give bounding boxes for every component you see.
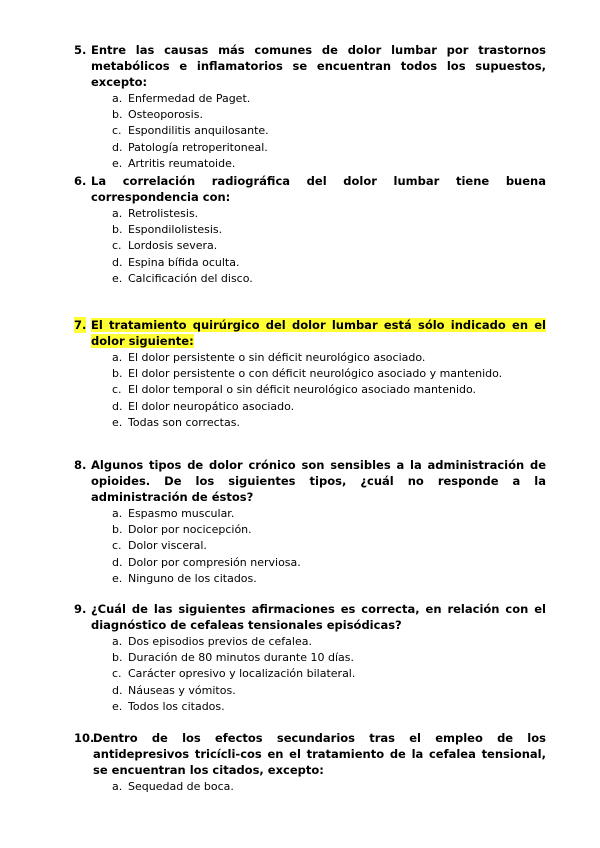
question-stem [74,317,546,349]
option-letter: b. [112,108,123,122]
option-d [112,399,546,415]
option-text: Espina bífida oculta. [128,255,240,269]
option-letter: b. [112,223,123,237]
option-letter: a. [112,351,123,364]
option-text: Dos episodios previos de cefalea. [128,635,312,648]
option-e [112,699,546,715]
option-a [112,634,546,650]
option-b [112,107,546,123]
option-text: Retrolistesis. [128,207,199,220]
question-stem [74,457,546,505]
answer-options [74,206,546,287]
option-letter: e. [112,156,123,170]
option-c [112,238,546,254]
question-text: Entre las causas más comunes de dolor lumbar por trastornos metabólicos e inflamatorios se encuentran todos los supuestos, excepto: [91,43,546,89]
option-a [112,206,546,222]
option-b [112,650,546,666]
option-letter: a. [112,780,123,793]
question-5 [74,42,546,172]
option-c [112,123,546,139]
option-e [112,271,546,287]
option-letter: a. [112,92,123,105]
option-a [112,779,546,795]
question-text: La correlación radiográfica del dolor lumbar tiene buena correspondencia con: [91,174,546,204]
option-c [112,382,546,398]
option-text: Osteoporosis. [128,108,203,122]
option-letter: a. [112,207,123,220]
option-d [112,140,546,156]
option-letter: e. [112,699,123,713]
option-letter: b. [112,523,123,537]
question-stem [74,730,546,778]
question-stem [74,601,546,633]
question-text: Algunos tipos de dolor crónico son sensibles a la administración de opioides. De los siguientes tipos, ¿cuál no responde a la administración de éstos? [91,458,546,504]
option-a [112,91,546,107]
option-letter: e. [112,271,123,285]
option-letter: a. [112,635,123,648]
option-text: Espasmo muscular. [128,507,235,520]
option-text: Espondilitis anquilosante. [128,124,269,138]
option-b [112,366,546,382]
option-letter: e. [112,415,123,429]
option-text: Dolor por nocicepción. [128,523,252,537]
question-number: 8. [74,458,87,472]
option-letter: c. [112,539,122,553]
answer-options [74,91,546,172]
question-number: 6. [74,174,87,188]
question-number: 5. [74,43,87,57]
option-e [112,571,546,587]
option-letter: d. [112,555,123,569]
option-e [112,415,546,431]
option-d [112,555,546,571]
option-a [112,350,546,366]
option-letter: c. [112,239,122,253]
option-text: Lordosis severa. [128,239,218,253]
option-c [112,538,546,554]
option-text: Espondilolistesis. [128,223,223,237]
option-text: Todos los citados. [128,699,225,713]
option-text: El dolor persistente o con déficit neurológico asociado y mantenido. [128,367,503,381]
question-10 [74,730,546,795]
option-letter: d. [112,399,123,413]
question-stem [74,42,546,90]
option-a [112,506,546,522]
option-text: Todas son correctas. [128,415,240,429]
option-text: El dolor neuropático asociado. [128,399,295,413]
option-text: El dolor temporal o sin déficit neurológico asociado mantenido. [128,383,477,397]
option-b [112,222,546,238]
option-text: Carácter opresivo y localización bilateral. [128,667,356,681]
option-text: Ninguno de los citados. [128,571,257,585]
question-number: 10. [74,731,95,745]
option-letter: c. [112,667,122,681]
option-letter: d. [112,140,123,154]
answer-options [74,350,546,431]
option-letter: b. [112,367,123,381]
option-letter: b. [112,651,123,665]
question-stem [74,173,546,205]
option-text: El dolor persistente o sin déficit neurológico asociado. [128,351,426,364]
question-number: 7. [74,318,87,332]
option-text: Dolor visceral. [128,539,207,553]
question-text: ¿Cuál de las siguientes afirmaciones es correcta, en relación con el diagnóstico de cefaleas tensionales episódicas? [91,602,546,632]
option-letter: d. [112,255,123,269]
answer-options [74,779,546,795]
question-9 [74,601,546,715]
option-text: Dolor por compresión nerviosa. [128,555,301,569]
answer-options [74,506,546,587]
option-c [112,666,546,682]
option-d [112,255,546,271]
option-e [112,156,546,172]
option-letter: e. [112,571,123,585]
question-text: Dentro de los efectos secundarios tras el empleo de los antidepresivos tricícli-cos en el tratamiento de la cefalea tensional, se encuentran los citados, excepto: [93,731,546,777]
option-text: Enfermedad de Paget. [128,92,251,105]
question-7 [74,317,546,431]
question-8 [74,457,546,587]
option-letter: c. [112,383,122,397]
option-text: Duración de 80 minutos durante 10 días. [128,651,354,665]
option-b [112,522,546,538]
option-letter: c. [112,124,122,138]
option-d [112,683,546,699]
question-text-highlighted: El tratamiento quirúrgico del dolor lumbar está sólo indicado en el dolor siguiente: [91,318,546,348]
answer-options [74,634,546,715]
option-letter: a. [112,507,123,520]
option-text: Sequedad de boca. [128,780,234,793]
option-text: Náuseas y vómitos. [128,683,236,697]
option-text: Patología retroperitoneal. [128,140,268,154]
question-number: 9. [74,602,87,616]
question-6 [74,173,546,287]
option-text: Artritis reumatoide. [128,156,236,170]
option-letter: d. [112,683,123,697]
option-text: Calcificación del disco. [128,271,253,285]
